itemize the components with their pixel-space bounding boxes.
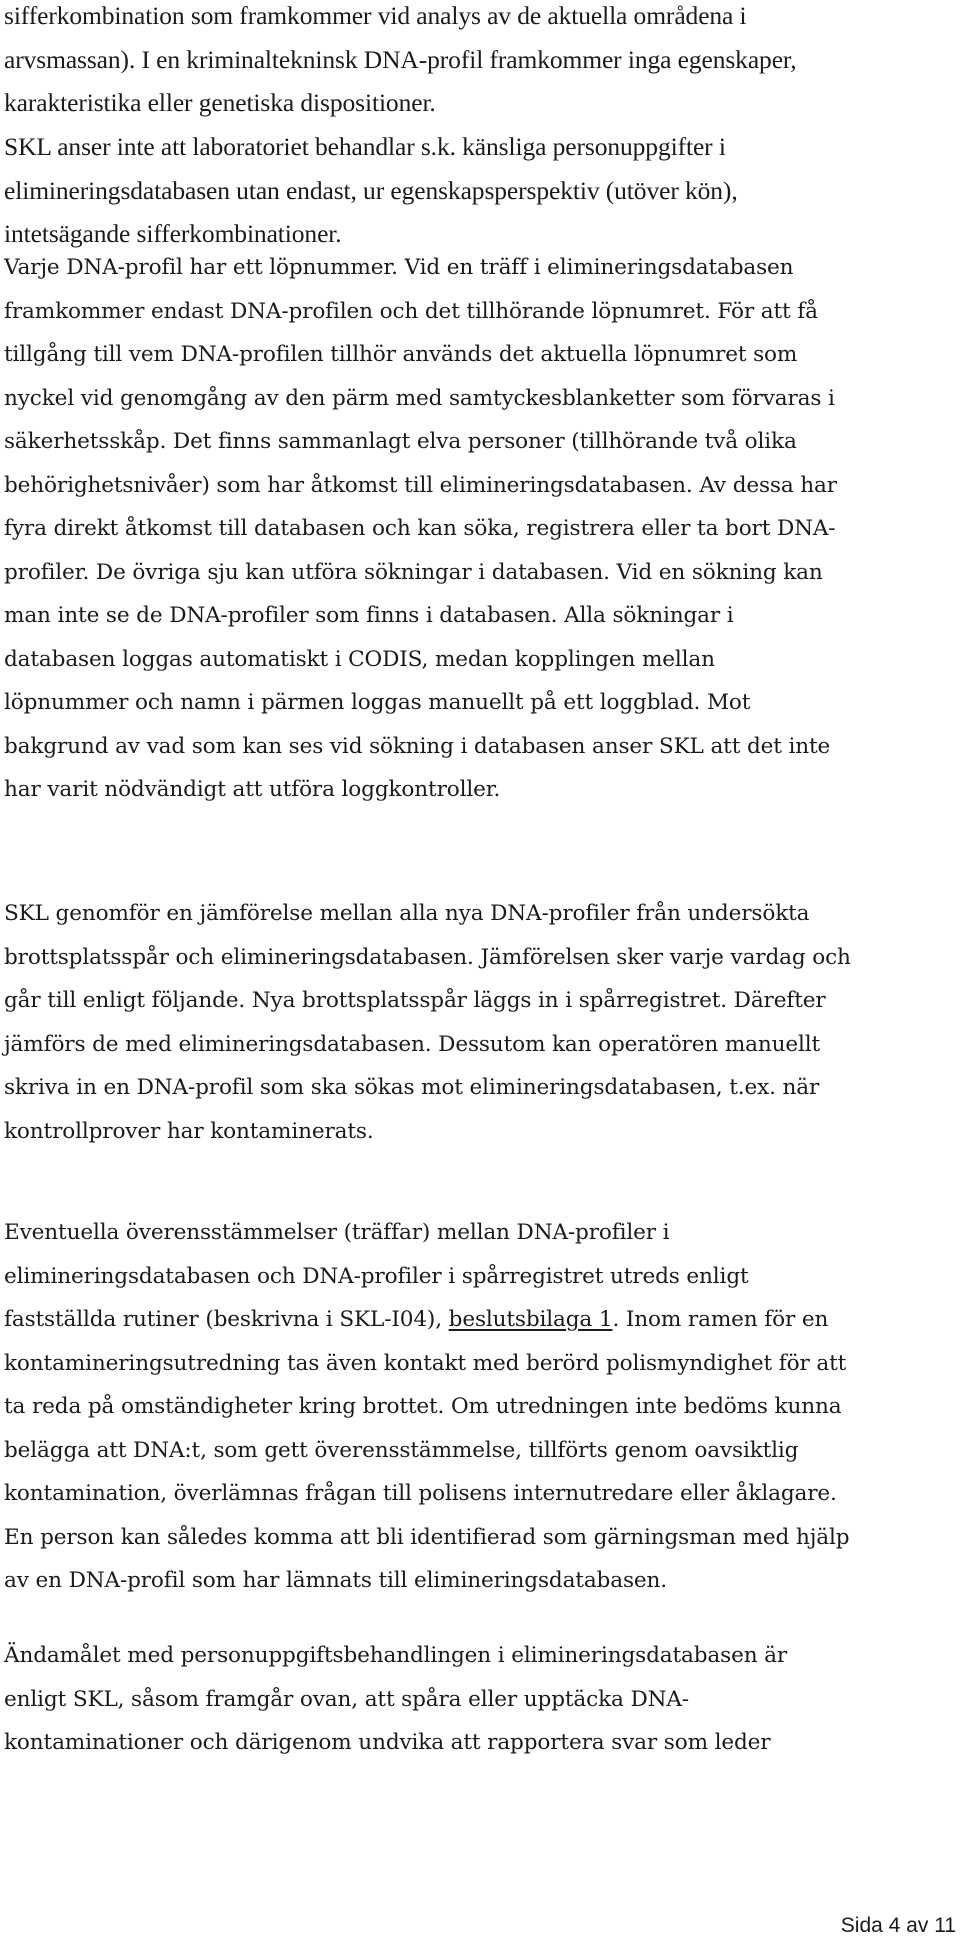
text-line: går till enligt följande. Nya brottsplatsspår läggs in i spårregistret. Därefter xyxy=(4,988,826,1013)
paragraph-sensitive-data xyxy=(4,125,954,256)
text-line: löpnummer och namn i pärmen loggas manuellt på ett loggblad. Mot xyxy=(4,690,751,715)
text-line: SKL anser inte att laboratoriet behandlar s.k. känsliga personuppgifter i xyxy=(4,132,726,161)
text-line: Ändamålet med personuppgiftsbehandlingen i elimineringsdatabasen är xyxy=(4,1643,788,1668)
text-line: elimineringsdatabasen och DNA-profiler i spårregistret utreds enligt xyxy=(4,1263,749,1289)
text-line: kontrollprover har kontaminerats. xyxy=(4,1118,374,1144)
text-line: bakgrund av vad som kan ses vid sökning i databasen anser SKL att det inte xyxy=(4,733,831,759)
decision-appendix-link[interactable]: beslutsbilaga 1 xyxy=(448,1307,613,1332)
paragraph-matches xyxy=(4,1211,954,1603)
text-line: En person kan således komma att bli identifierad som gärningsman med hjälp xyxy=(4,1524,850,1550)
paragraph-comparison xyxy=(4,892,954,1153)
text-line: belägga att DNA:t, som gett överensstämmelse, tillförts genom oavsiktlig xyxy=(4,1437,799,1463)
text-line: SKL genomför en jämförelse mellan alla nya DNA-profiler från undersökta xyxy=(4,901,810,926)
text-line: kontamineringsutredning tas även kontakt med berörd polismyndighet för att xyxy=(4,1350,847,1376)
paragraph-serial-numbers xyxy=(4,246,954,812)
text-line: säkerhetsskåp. Det finns sammanlagt elva personer (tillhörande två olika xyxy=(4,429,797,454)
text-line: arvsmassan). I en kriminaltekninsk DNA-profil framkommer inga egenskaper, xyxy=(4,44,797,74)
text-line: fyra direkt åtkomst till databasen och kan söka, registrera eller ta bort DNA- xyxy=(4,516,836,541)
text-line: Eventuella överensstämmelser (träffar) mellan DNA-profiler i xyxy=(4,1220,670,1245)
text-line: sifferkombination som framkommer vid analys av de aktuella områdena i xyxy=(4,1,747,30)
text-segment: . Inom ramen för en xyxy=(612,1307,829,1332)
text-line: nyckel vid genomgång av den pärm med samtyckesblanketter som förvaras i xyxy=(4,385,835,411)
paragraph-purpose xyxy=(4,1634,954,1765)
text-line: skriva in en DNA-profil som ska sökas mot elimineringsdatabasen, t.ex. när xyxy=(4,1075,820,1100)
text-line: har varit nödvändigt att utföra loggkontroller. xyxy=(4,777,501,802)
text-line: behörighetsnivåer) som har åtkomst till elimineringsdatabasen. Av dessa har xyxy=(4,472,837,498)
text-line: enligt SKL, såsom framgår ovan, att spåra eller upptäcka DNA- xyxy=(4,1686,689,1712)
text-line: ta reda på omständigheter kring brottet. Om utredningen inte bedöms kunna xyxy=(4,1394,842,1419)
paragraph-dna-profile-intro xyxy=(4,0,954,125)
text-line: elimineringsdatabasen utan endast, ur egenskapsperspektiv (utöver kön), xyxy=(4,175,738,205)
text-segment: fastställda rutiner (beskrivna i SKL-I04), xyxy=(4,1307,449,1332)
text-line: kontamination, överlämnas frågan till polisens internutredare eller åklagare. xyxy=(4,1481,837,1506)
text-line: brottsplatsspår och elimineringsdatabasen. Jämförelsen sker varje vardag och xyxy=(4,944,851,970)
text-line: karakteristika eller genetiska dispositioner. xyxy=(4,88,436,117)
text-line: tillgång till vem DNA-profilen tillhör används det aktuella löpnumret som xyxy=(4,342,798,367)
text-line: databasen loggas automatiskt i CODIS, medan kopplingen mellan xyxy=(4,646,715,672)
text-line: jämförs de med elimineringsdatabasen. Dessutom kan operatören manuellt xyxy=(4,1031,821,1057)
page-number: Sida 4 av 11 xyxy=(840,1914,956,1937)
text-line: av en DNA-profil som har lämnats till elimineringsdatabasen. xyxy=(4,1568,667,1593)
text-line: kontaminationer och därigenom undvika att rapportera svar som leder xyxy=(4,1730,771,1755)
text-line xyxy=(4,1298,954,1342)
text-line: intetsägande sifferkombinationer. xyxy=(4,219,342,248)
text-line: profiler. De övriga sju kan utföra sökningar i databasen. Vid en sökning kan xyxy=(4,559,823,585)
text-line: man inte se de DNA-profiler som finns i databasen. Alla sökningar i xyxy=(4,603,734,628)
text-line: Varje DNA-profil har ett löpnummer. Vid en träff i elimineringsdatabasen xyxy=(4,255,794,280)
text-line: framkommer endast DNA-profilen och det tillhörande löpnumret. För att få xyxy=(4,298,818,324)
